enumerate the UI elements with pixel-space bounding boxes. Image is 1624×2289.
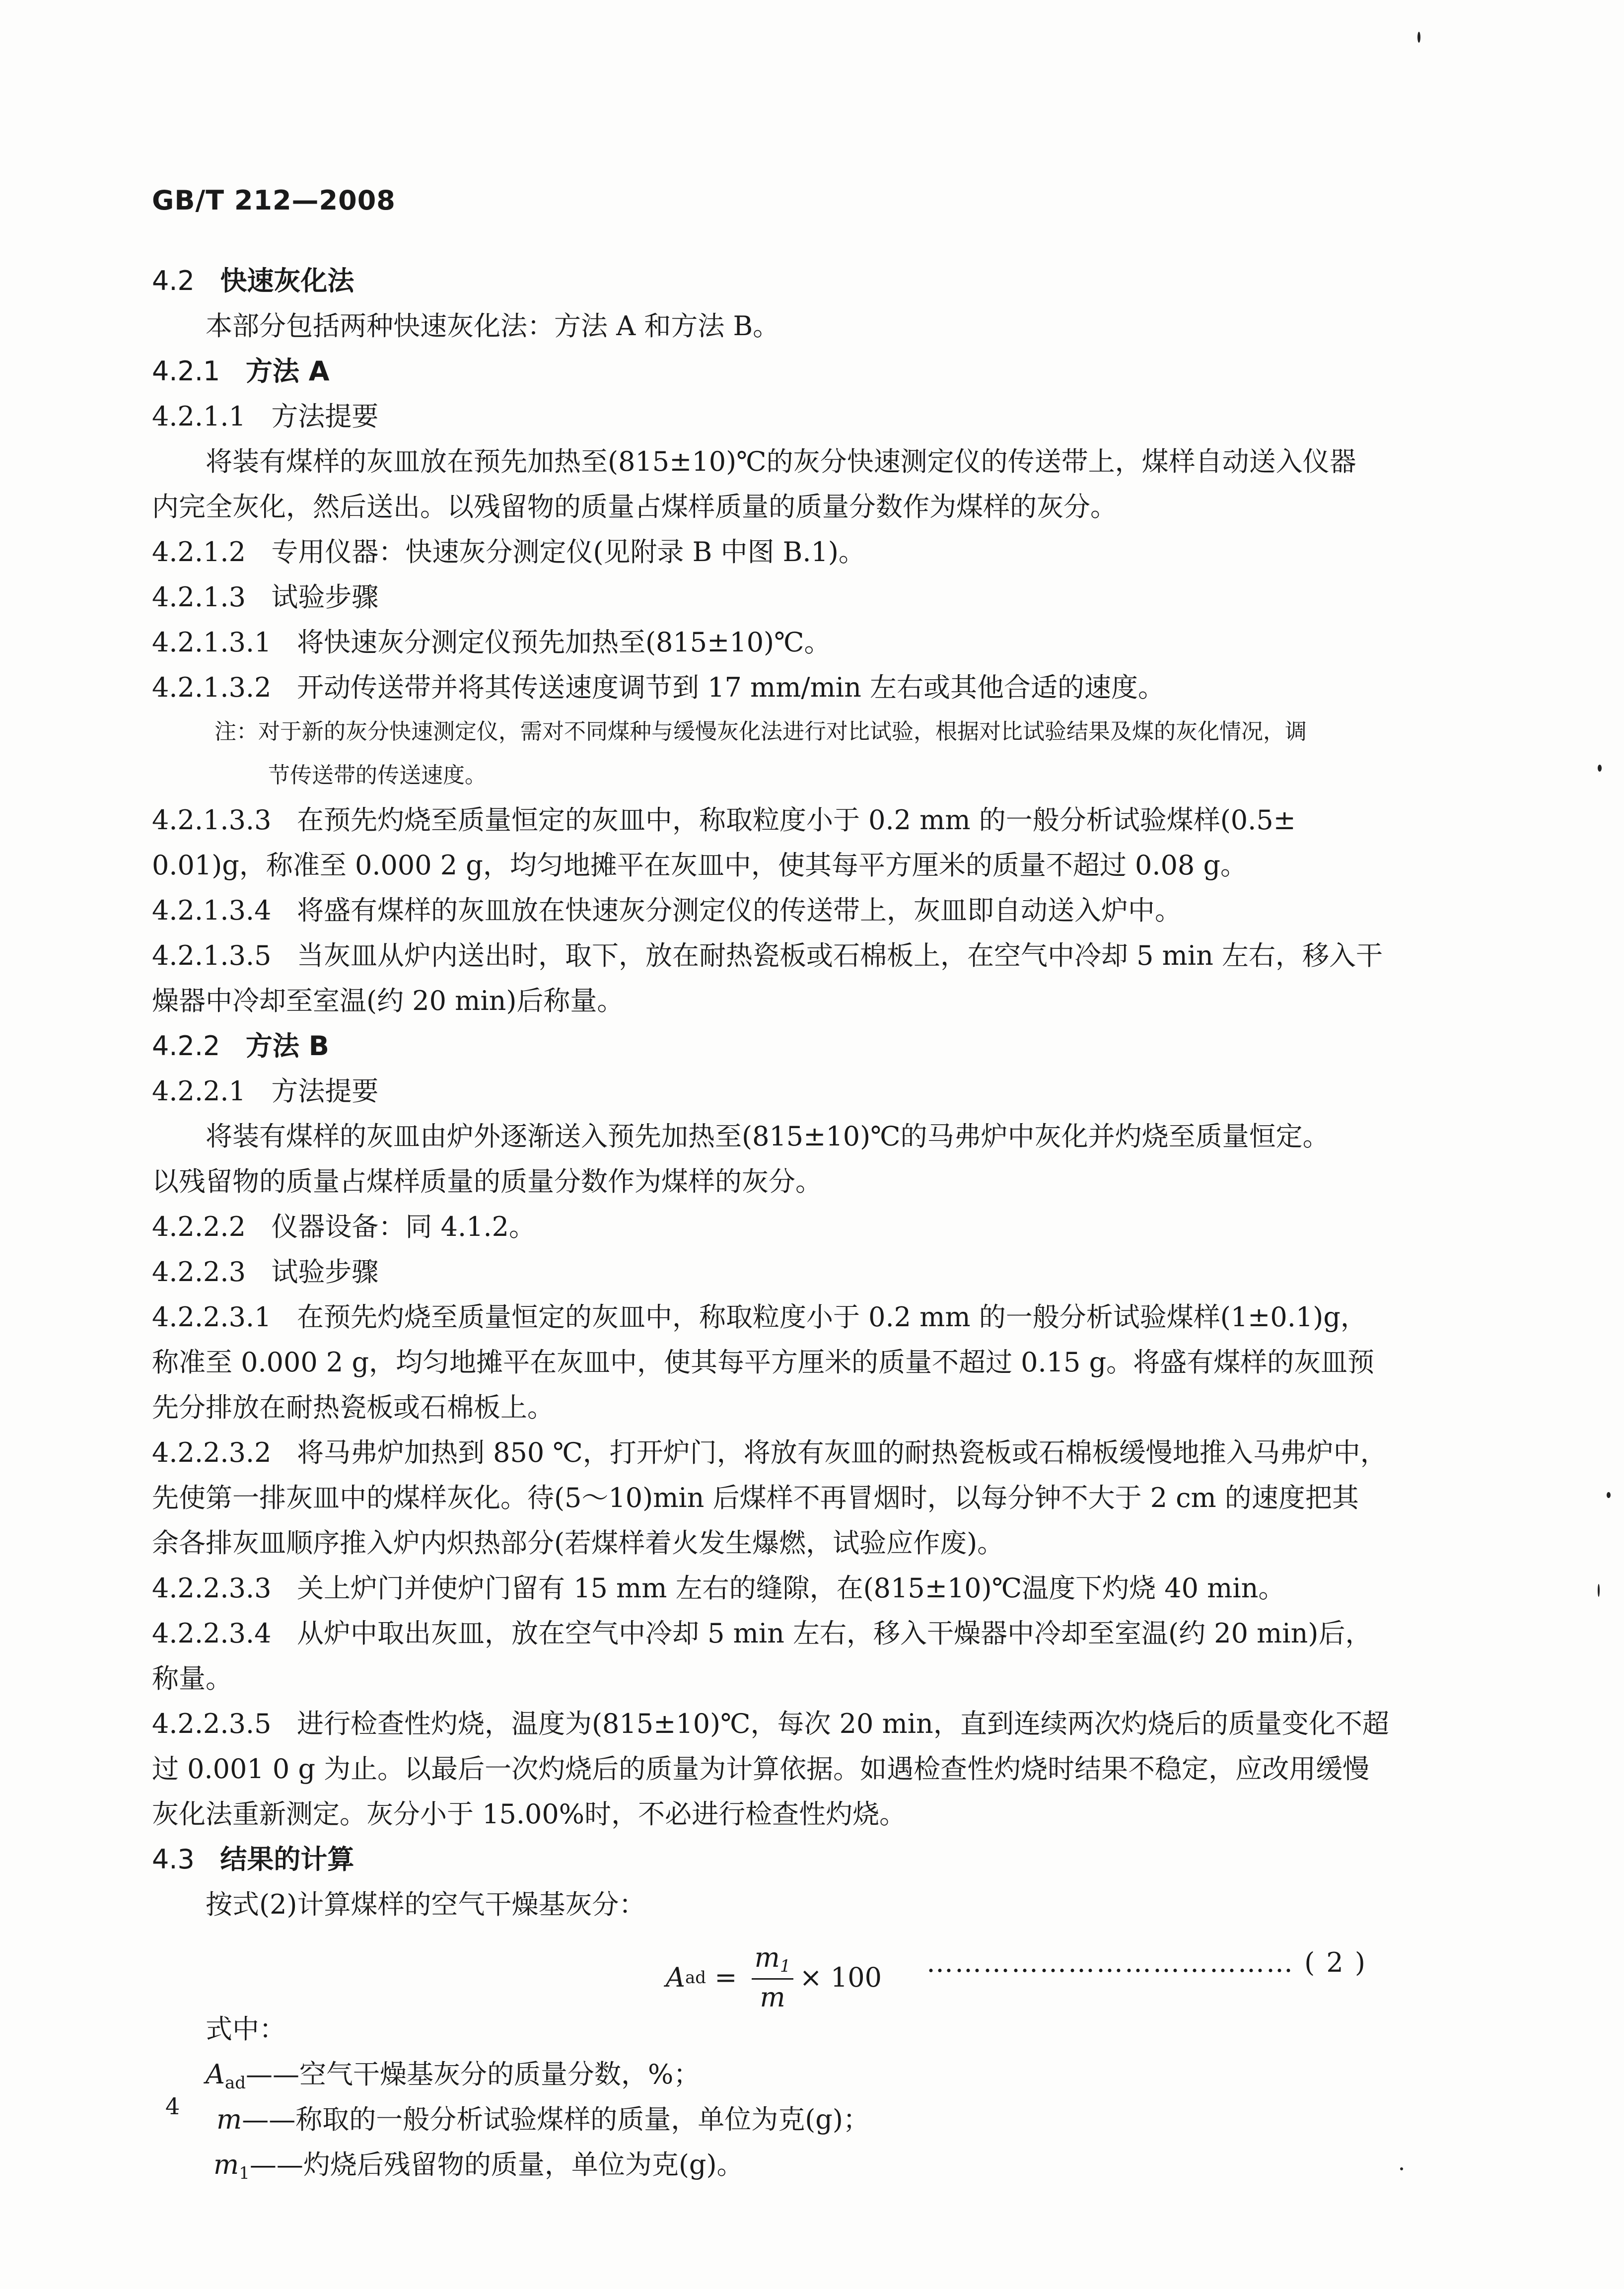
step-text: 从炉中取出灰皿，放在空气中冷却 5 min 左右，移入干燥器中冷却至室温(约 20 min)后，	[296, 1618, 1372, 1649]
section-number: 4.2.2.3.5	[152, 1708, 272, 1739]
clause	[152, 574, 1423, 620]
step-text: 进行检查性灼烧，温度为(815±10)℃，每次 20 min，直到连续两次灼烧后的质量变化不超	[296, 1708, 1389, 1739]
step-text: 开动传送带并将其传送速度调节到 17 mm/min 左右或其他合适的速度。	[296, 672, 1165, 703]
fraction	[752, 1942, 794, 2013]
scan-speck	[1607, 1492, 1611, 1498]
step-text: 关上炉门并使炉门留有 15 mm 左右的缝隙，在(815±10)℃温度下灼烧 40 min。	[296, 1573, 1285, 1604]
equation-block	[152, 1927, 1423, 2013]
definition-symbol: m	[216, 2104, 242, 2135]
definition-symbol: A	[206, 2059, 225, 2090]
section-title: 结果的计算	[220, 1844, 354, 1875]
formula-symbol: m	[754, 1942, 780, 1973]
section-title: 快速灰化法	[220, 265, 354, 296]
step	[152, 797, 1423, 843]
equation-number: ( 2 )	[1304, 1947, 1367, 1978]
step-continuation: 先分排放在耐热瓷板或石棉板上。	[152, 1392, 554, 1423]
step-text: 将盛有煤样的灰皿放在快速灰分测定仪的传送带上，灰皿即自动送入炉中。	[296, 895, 1182, 926]
section-number: 4.2.2.3.1	[152, 1301, 272, 1333]
section-number: 4.2.2.2	[152, 1211, 246, 1242]
scan-speck	[1598, 765, 1602, 772]
step-text: 在预先灼烧至质量恒定的灰皿中，称取粒度小于 0.2 mm 的一般分析试验煤样(0.5±	[296, 804, 1296, 836]
document-body	[152, 258, 1423, 2187]
section-number: 4.2.1	[152, 356, 220, 387]
section-number: 4.2.2	[152, 1030, 220, 1062]
step	[152, 620, 1423, 665]
clause	[152, 529, 1423, 574]
formula-factor: × 100	[799, 1962, 882, 1993]
step-continuation: 燥器中冷却至室温(约 20 min)后称量。	[152, 985, 624, 1016]
section-number: 4.2.2.3.3	[152, 1573, 272, 1604]
step-continuation: 0.01)g，称准至 0.000 2 g，均匀地摊平在灰皿中，使其每平方厘米的质量不超过 0.08 g。	[152, 850, 1248, 881]
section-title: 方法提要	[271, 1075, 379, 1107]
section-number: 4.2.1.1	[152, 401, 246, 432]
section-number: 4.2.1.2	[152, 536, 246, 568]
formula-symbol: A	[666, 1962, 685, 1993]
step-text: 将快速灰分测定仪预先加热至(815±10)℃。	[296, 627, 831, 658]
step-continuation: 称准至 0.000 2 g，均匀地摊平在灰皿中，使其每平方厘米的质量不超过 0.15 g。将盛有煤样的灰皿预	[152, 1347, 1375, 1378]
section-number: 4.2.2.3.2	[152, 1437, 272, 1468]
step-continuation: 灰化法重新测定。灰分小于 15.00%时，不必进行检查性灼烧。	[152, 1798, 907, 1830]
paragraph-line: 以残留物的质量占煤样质量的质量分数作为煤样的灰分。	[152, 1166, 822, 1197]
section-heading	[152, 1023, 1423, 1069]
paragraph-line: 内完全灰化，然后送出。以残留物的质量占煤样质量的质量分数作为煤样的灰分。	[152, 491, 1117, 522]
section-heading	[152, 258, 1423, 303]
clause	[152, 1204, 1423, 1249]
fraction-numerator	[752, 1942, 794, 1980]
section-heading	[152, 1837, 1423, 1882]
definition-text: ——称取的一般分析试验煤样的质量，单位为克(g)；	[242, 2104, 870, 2135]
definition-subscript: ad	[225, 2073, 246, 2093]
subsection-heading	[152, 1069, 1423, 1114]
section-title: 方法提要	[271, 401, 379, 432]
step-continuation: 先使第一排灰皿中的煤样灰化。待(5～10)min 后煤样不再冒烟时，以每分钟不大于 2 cm 的速度把其	[152, 1482, 1359, 1513]
step	[152, 1294, 1423, 1340]
clause-text: 试验步骤	[271, 581, 379, 613]
step-continuation: 余各排灰皿顺序推入炉内炽热部分(若煤样着火发生爆燃，试验应作废)。	[152, 1527, 1004, 1559]
equation-leader	[926, 1947, 1367, 1978]
section-number: 4.2.1.3.2	[152, 672, 272, 703]
section-number: 4.2.1.3.3	[152, 804, 272, 836]
step	[152, 1611, 1423, 1656]
section-title: 方法 B	[245, 1030, 329, 1062]
paragraph-line: 将装有煤样的灰皿由炉外逐渐送入预先加热至(815±10)℃的马弗炉中灰化并灼烧至质量恒定。	[206, 1121, 1330, 1152]
subsection-heading	[152, 394, 1423, 439]
definition-subscript: 1	[239, 2163, 250, 2183]
section-number: 4.2.2.1	[152, 1075, 246, 1107]
step-continuation: 过 0.001 0 g 为止。以最后一次灼烧后的质量为计算依据。如遇检查性灼烧时结果不稳定，应改用缓慢	[152, 1753, 1370, 1785]
scan-speck	[1598, 1584, 1600, 1597]
clause-text: 仪器设备：同 4.1.2。	[271, 1211, 536, 1242]
equation	[666, 1942, 882, 2013]
definition-item	[152, 2142, 1423, 2187]
clause-text: 专用仪器：快速灰分测定仪(见附录 B 中图 B.1)。	[271, 536, 865, 568]
step	[152, 1566, 1423, 1611]
section-title: 方法 A	[245, 356, 330, 387]
section-number: 4.2.1.3.4	[152, 895, 272, 926]
section-number: 4.2.2.3.4	[152, 1618, 272, 1649]
where-label: 式中：	[206, 2013, 286, 2045]
clause	[152, 1249, 1423, 1294]
note-line: 注：对于新的灰分快速测定仪，需对不同煤种与缓慢灰化法进行对比试验，根据对比试验结果及煤的灰化情况，调	[214, 719, 1307, 744]
step-continuation: 称量。	[152, 1663, 232, 1694]
section-number: 4.2	[152, 265, 195, 296]
definition-symbol: m	[213, 2149, 239, 2180]
leader-dots: …………………………………	[926, 1947, 1294, 1978]
section-number: 4.2.2.3	[152, 1256, 246, 1288]
step-text: 当灰皿从炉内送出时，取下，放在耐热瓷板或石棉板上，在空气中冷却 5 min 左右，移入干	[296, 940, 1383, 971]
formula-subscript: 1	[779, 1956, 791, 1976]
equals-sign: =	[706, 1962, 746, 1993]
scan-speck	[1417, 32, 1420, 43]
paragraph: 本部分包括两种快速灰化法：方法 A 和方法 B。	[206, 310, 780, 342]
page-number: 4	[165, 2093, 180, 2120]
step	[152, 1701, 1423, 1746]
step	[152, 933, 1423, 978]
note-line: 节传送带的传送速度。	[268, 763, 487, 788]
section-heading	[152, 349, 1423, 394]
paragraph: 按式(2)计算煤样的空气干燥基灰分：	[206, 1889, 646, 1920]
step	[152, 1430, 1423, 1475]
fraction-denominator: m	[760, 1982, 785, 2013]
step-text: 在预先灼烧至质量恒定的灰皿中，称取粒度小于 0.2 mm 的一般分析试验煤样(1±0.1)g，	[296, 1301, 1367, 1333]
scan-speck	[1400, 2167, 1403, 2170]
section-number: 4.2.1.3.5	[152, 940, 272, 971]
section-number: 4.2.1.3	[152, 581, 246, 613]
definition-text: ——空气干燥基灰分的质量分数，%；	[246, 2059, 701, 2090]
clause-text: 试验步骤	[271, 1256, 379, 1288]
definition-text: ——灼烧后残留物的质量，单位为克(g)。	[249, 2149, 744, 2180]
definition-item	[152, 2052, 1423, 2097]
paragraph-line: 将装有煤样的灰皿放在预先加热至(815±10)℃的灰分快速测定仪的传送带上，煤样自动送入仪器	[206, 446, 1356, 477]
document-code: GB/T 212—2008	[152, 185, 396, 216]
definition-item	[152, 2097, 1423, 2142]
step	[152, 888, 1423, 933]
section-number: 4.2.1.3.1	[152, 627, 272, 658]
step	[152, 665, 1423, 710]
formula-subscript: ad	[685, 1967, 706, 1988]
step-text: 将马弗炉加热到 850 ℃，打开炉门，将放有灰皿的耐热瓷板或石棉板缓慢地推入马弗炉中，	[296, 1437, 1387, 1468]
section-number: 4.3	[152, 1844, 195, 1875]
